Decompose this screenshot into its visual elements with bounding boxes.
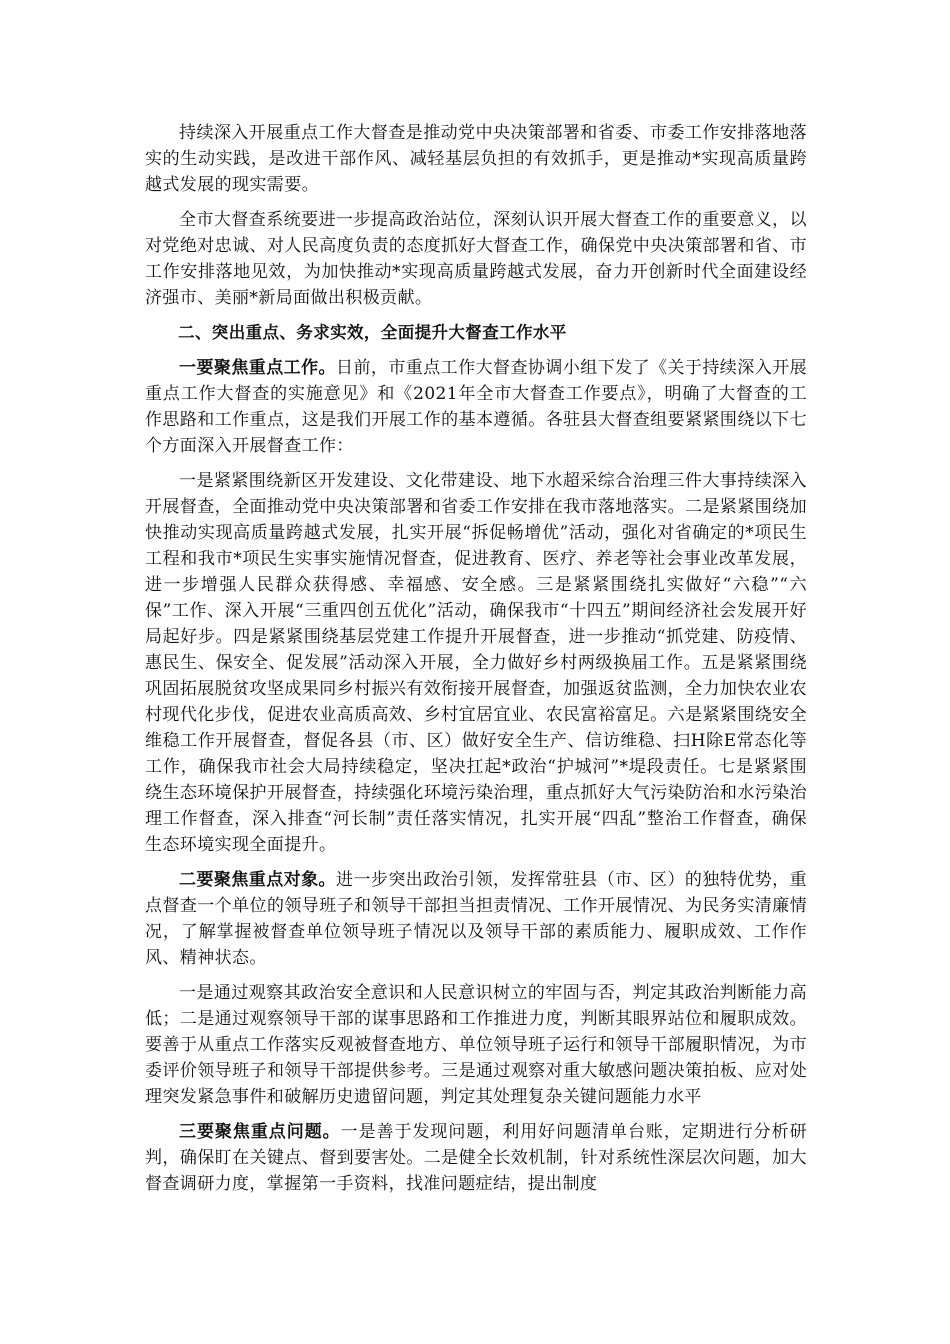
- point-3-lead: 三要聚焦重点问题。: [179, 1122, 341, 1142]
- section-heading: 二、突出重点、务求实效，全面提升大督查工作水平: [178, 323, 567, 342]
- point-3-paragraph: [145, 1119, 807, 1197]
- document-body: [145, 120, 807, 1197]
- point-2-text: 进一步突出政治引领，发挥常驻县（市、区）的独特优势，重点督查一个单位的领导班子和领导干部担当担责情况、工作开展情况、为民务实清廉情况，了解掌握被督查单位领导班子情况以及领导干部的素质能力、履职成效、工作作风、精神状态。: [145, 870, 807, 968]
- point-2-detail: 一是通过观察其政治安全意识和人民意识树立的牢固与否，判定其政治判断能力高低；二是通过观察领导干部的谋事思路和工作推进力度，判断其眼界站位和履职成效。要善于从重点工作落实反观被督查地方、单位领导班子运行和领导干部履职情况，为市委评价领导班子和领导干部提供参考。三是通过观察对重大敏感问题决策拍板、应对处理突发紧急事件和破解历史遗留问题，判定其处理复杂关键问题能力水平: [145, 983, 807, 1107]
- point-2-paragraph: [145, 867, 807, 971]
- paragraph-2: 全市大督查系统要进一步提高政治站位，深刻认识开展大督查工作的重要意义，以对党绝对忠诚、对人民高度负责的态度抓好大督查工作，确保党中央决策部署和省、市工作安排落地见效，为加快推动*实现高质量跨越式发展，奋力开创新时代全面建设经济强市、美丽*新局面做出积极贡献。: [145, 210, 807, 308]
- point-2-lead: 二要聚焦重点对象。: [179, 870, 337, 890]
- point-1-paragraph: [145, 355, 807, 459]
- paragraph-1: 持续深入开展重点工作大督查是推动党中央决策部署和省委、市委工作安排落地落实的生动实践，是改进干部作风、减轻基层负担的有效抓手，更是推动*实现高质量跨越式发展的现实需要。: [145, 123, 807, 195]
- point-1-detail: 一是紧紧围绕新区开发建设、文化带建设、地下水超采综合治理三件大事持续深入开展督查，全面推动党中央决策部署和省委工作安排在我市落地落实。二是紧紧围绕加快推动实现高质量跨越式发展，扎实开展“拆促畅增优”活动，强化对省确定的*项民生工程和我市*项民生实事实施情况督查，促进教育、医疗、养老等社会事业改革发展，进一步增强人民群众获得感、幸福感、安全感。三是紧紧围绕扎实做好“六稳”“六保”工作、深入开展“三重四创五优化”活动，确保我市“十四五”期间经济社会发展开好局起好步。四是紧紧围绕基层党建工作提升开展督查，进一步推动“抓党建、防疫情、惠民生、保安全、促发展”活动深入开展，全力做好乡村两级换届工作。五是紧紧围绕巩固拓展脱贫攻坚成果同乡村振兴有效衔接开展督查，加强返贫监测，全力加快农业农村现代化步伐，促进农业高质高效、乡村宜居宜业、农民富裕富足。六是紧紧围绕安全维稳工作开展督查，督促各县（市、区）做好安全生产、信访维稳、扫H除E常态化等工作，确保我市社会大局持续稳定，坚决扛起*政治“护城河”*堤段责任。七是紧紧围绕生态环境保护开展督查，持续强化环境污染治理，重点抓好大气污染防治和水污染治理工作督查，深入排查“河长制”责任落实情况，扎实开展“四乱”整治工作督查，确保生态环境实现全面提升。: [145, 471, 807, 855]
- point-1-text: 日前，市重点工作大督查协调小组下发了《关于持续深入开展重点工作大督查的实施意见》和《2021年全市大督查工作要点》，明确了大督查的工作思路和工作重点，这是我们开展工作的基本遵循。各驻县大督查组要紧紧围绕以下七个方面深入开展督查工作：: [145, 358, 807, 456]
- point-1-lead: 一要聚焦重点工作。: [179, 358, 337, 378]
- point-3-text: 一是善于发现问题，利用好问题清单台账，定期进行分析研判，确保盯在关键点、督到要害处。二是健全长效机制，针对系统性深层次问题，加大督查调研力度，掌握第一手资料，找准问题症结，提出制度: [145, 1122, 807, 1194]
